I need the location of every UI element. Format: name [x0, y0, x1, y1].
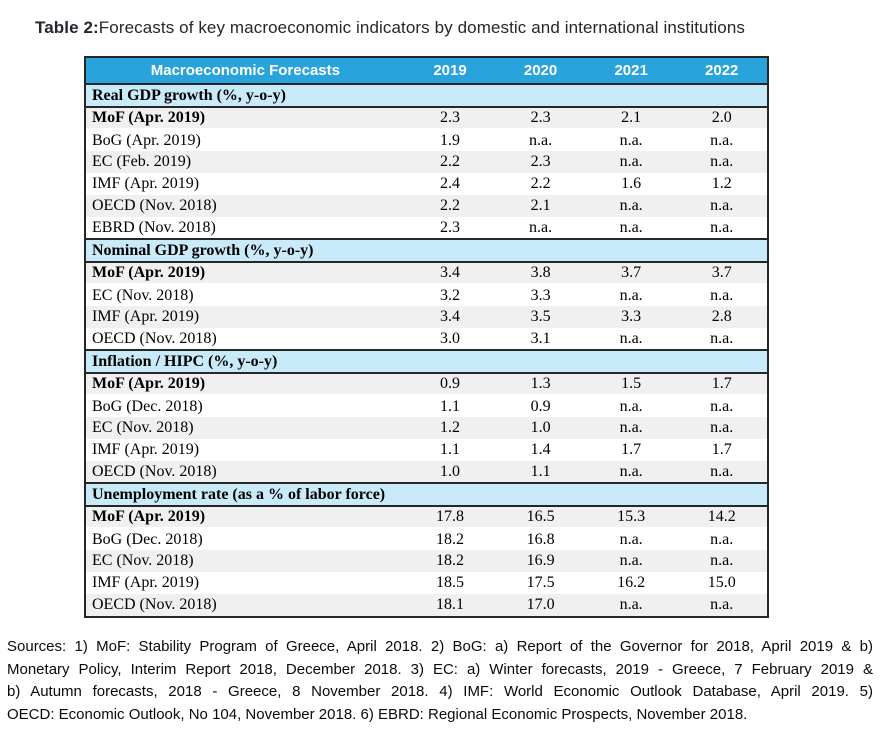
forecast-value: 2.3 — [405, 107, 496, 129]
forecast-value: 2.2 — [405, 195, 496, 217]
institution-label: EBRD (Nov. 2018) — [86, 217, 405, 239]
table-row — [86, 550, 767, 572]
forecast-table — [86, 58, 767, 616]
forecast-value: 2.2 — [495, 173, 586, 195]
table-row — [86, 173, 767, 195]
forecast-value: n.a. — [586, 594, 677, 616]
forecast-value: 2.4 — [405, 173, 496, 195]
forecast-value: n.a. — [495, 129, 586, 151]
forecast-value: 3.8 — [495, 262, 586, 284]
forecast-value: 0.9 — [405, 373, 496, 395]
institution-label: BoG (Dec. 2018) — [86, 395, 405, 417]
forecast-value: 2.3 — [495, 151, 586, 173]
year-header-2020: 2020 — [495, 58, 586, 84]
table-row — [86, 572, 767, 594]
institution-label: BoG (Dec. 2018) — [86, 528, 405, 550]
forecast-value: 3.1 — [495, 328, 586, 350]
section-header-row — [86, 84, 767, 107]
forecast-value: n.a. — [676, 461, 767, 483]
forecast-value: n.a. — [586, 417, 677, 439]
table-row — [86, 195, 767, 217]
institution-label: OECD (Nov. 2018) — [86, 594, 405, 616]
institution-label: IMF (Apr. 2019) — [86, 439, 405, 461]
forecast-value: 1.0 — [405, 461, 496, 483]
forecast-value: 1.4 — [495, 439, 586, 461]
forecast-value: n.a. — [676, 151, 767, 173]
forecast-value: 2.3 — [495, 107, 586, 129]
forecast-value: n.a. — [586, 550, 677, 572]
table-row — [86, 262, 767, 284]
sources-line: OECD: Economic Outlook, No 104, November 2018. 6) EBRD: Regional Economic Prospects, November 2018. — [7, 705, 748, 723]
forecast-value: n.a. — [676, 594, 767, 616]
forecast-value: n.a. — [676, 328, 767, 350]
forecast-value: n.a. — [586, 217, 677, 239]
table-row — [86, 439, 767, 461]
forecast-value: n.a. — [676, 528, 767, 550]
table-caption-text: Forecasts of key macroeconomic indicators by domestic and international institutions — [98, 18, 745, 37]
table-row — [86, 151, 767, 173]
forecast-value: n.a. — [676, 284, 767, 306]
table-row — [86, 461, 767, 483]
forecast-value: n.a. — [586, 528, 677, 550]
forecast-value: 1.7 — [676, 439, 767, 461]
institution-label: OECD (Nov. 2018) — [86, 461, 405, 483]
table-row — [86, 373, 767, 395]
forecast-value: 0.9 — [495, 395, 586, 417]
institution-label: MoF (Apr. 2019) — [86, 107, 405, 129]
forecast-value: 18.1 — [405, 594, 496, 616]
forecast-value: 3.0 — [405, 328, 496, 350]
forecast-value: n.a. — [676, 195, 767, 217]
forecast-value: n.a. — [676, 217, 767, 239]
section-heading: Unemployment rate (as a % of labor force) — [86, 483, 767, 506]
forecast-value: 3.4 — [405, 306, 496, 328]
forecast-value: 16.8 — [495, 528, 586, 550]
year-header-2022: 2022 — [676, 58, 767, 84]
sources-line: Monetary Policy, Interim Report 2018, December 2018. 3) EC: a) Winter forecasts, 2019 - Greece, 7 February 2019 & — [7, 660, 873, 678]
sources-line: b) Autumn forecasts, 2018 - Greece, 8 November 2018. 4) IMF: World Economic Outlook Database, April 2019. 5) — [7, 683, 873, 700]
forecast-value: n.a. — [676, 550, 767, 572]
table-row — [86, 506, 767, 528]
institution-label: BoG (Apr. 2019) — [86, 129, 405, 151]
forecast-value: 1.2 — [676, 173, 767, 195]
forecast-value: 2.1 — [495, 195, 586, 217]
forecast-value: n.a. — [676, 417, 767, 439]
forecast-value: 15.3 — [586, 506, 677, 528]
forecast-value: 2.8 — [676, 306, 767, 328]
forecast-value: 2.3 — [405, 217, 496, 239]
table-row — [86, 328, 767, 350]
forecast-value: n.a. — [676, 129, 767, 151]
section-header-row — [86, 239, 767, 262]
forecast-value: 1.7 — [676, 373, 767, 395]
table-row — [86, 306, 767, 328]
table-row — [86, 284, 767, 306]
forecast-value: 3.2 — [405, 284, 496, 306]
table-header-title: Macroeconomic Forecasts — [86, 58, 405, 84]
forecast-value: 2.2 — [405, 151, 496, 173]
table-header-row — [86, 58, 767, 84]
forecast-value: 2.1 — [586, 107, 677, 129]
forecast-value: 1.1 — [405, 395, 496, 417]
forecast-value: 1.0 — [495, 417, 586, 439]
forecast-value: 18.2 — [405, 550, 496, 572]
year-header-2021: 2021 — [586, 58, 677, 84]
institution-label: IMF (Apr. 2019) — [86, 173, 405, 195]
forecast-value: 3.7 — [586, 262, 677, 284]
forecast-value: n.a. — [586, 151, 677, 173]
table-caption-number: Table 2: — [35, 18, 99, 37]
institution-label: MoF (Apr. 2019) — [86, 506, 405, 528]
sources-line: Sources: 1) MoF: Stability Program of Greece, April 2018. 2) BoG: a) Report of the Governor for 2018, April 2019 & b) — [7, 638, 873, 655]
institution-label: IMF (Apr. 2019) — [86, 572, 405, 594]
institution-label: EC (Nov. 2018) — [86, 284, 405, 306]
forecast-value: 1.1 — [405, 439, 496, 461]
table-row — [86, 107, 767, 129]
forecast-value: 1.9 — [405, 129, 496, 151]
forecast-value: 14.2 — [676, 506, 767, 528]
table-row — [86, 129, 767, 151]
forecast-value: n.a. — [586, 461, 677, 483]
forecast-value: 3.4 — [405, 262, 496, 284]
institution-label: EC (Nov. 2018) — [86, 417, 405, 439]
forecast-value: 1.6 — [586, 173, 677, 195]
forecast-value: n.a. — [586, 195, 677, 217]
forecast-value: 16.9 — [495, 550, 586, 572]
institution-label: EC (Feb. 2019) — [86, 151, 405, 173]
forecast-value: n.a. — [586, 395, 677, 417]
forecast-value: 3.3 — [495, 284, 586, 306]
forecast-value: n.a. — [495, 217, 586, 239]
forecast-value: 15.0 — [676, 572, 767, 594]
forecast-value: 18.2 — [405, 528, 496, 550]
forecast-value: 16.2 — [586, 572, 677, 594]
forecast-value: 17.8 — [405, 506, 496, 528]
forecast-value: n.a. — [586, 328, 677, 350]
forecast-value: 3.5 — [495, 306, 586, 328]
institution-label: OECD (Nov. 2018) — [86, 328, 405, 350]
section-heading: Real GDP growth (%, y-o-y) — [86, 84, 767, 107]
forecast-value: 16.5 — [495, 506, 586, 528]
forecast-value: 3.3 — [586, 306, 677, 328]
table-row — [86, 395, 767, 417]
year-header-2019: 2019 — [405, 58, 496, 84]
forecast-value: n.a. — [676, 395, 767, 417]
forecast-value: 17.5 — [495, 572, 586, 594]
institution-label: MoF (Apr. 2019) — [86, 262, 405, 284]
section-header-row — [86, 350, 767, 373]
forecast-value: n.a. — [586, 129, 677, 151]
forecast-value: n.a. — [586, 284, 677, 306]
forecast-value: 1.1 — [495, 461, 586, 483]
institution-label: OECD (Nov. 2018) — [86, 195, 405, 217]
forecast-value: 17.0 — [495, 594, 586, 616]
institution-label: IMF (Apr. 2019) — [86, 306, 405, 328]
forecast-table-container — [84, 56, 769, 618]
section-heading: Nominal GDP growth (%, y-o-y) — [86, 239, 767, 262]
table-row — [86, 217, 767, 239]
forecast-value: 1.5 — [586, 373, 677, 395]
forecast-value: 1.3 — [495, 373, 586, 395]
section-heading: Inflation / HIPC (%, y-o-y) — [86, 350, 767, 373]
table-row — [86, 417, 767, 439]
forecast-value: 3.7 — [676, 262, 767, 284]
institution-label: EC (Nov. 2018) — [86, 550, 405, 572]
sources-note — [7, 636, 873, 726]
table-row — [86, 594, 767, 616]
forecast-value: 1.2 — [405, 417, 496, 439]
section-header-row — [86, 483, 767, 506]
institution-label: MoF (Apr. 2019) — [86, 373, 405, 395]
table-row — [86, 528, 767, 550]
forecast-value: 2.0 — [676, 107, 767, 129]
table-caption — [35, 18, 745, 38]
forecast-value: 18.5 — [405, 572, 496, 594]
forecast-value: 1.7 — [586, 439, 677, 461]
